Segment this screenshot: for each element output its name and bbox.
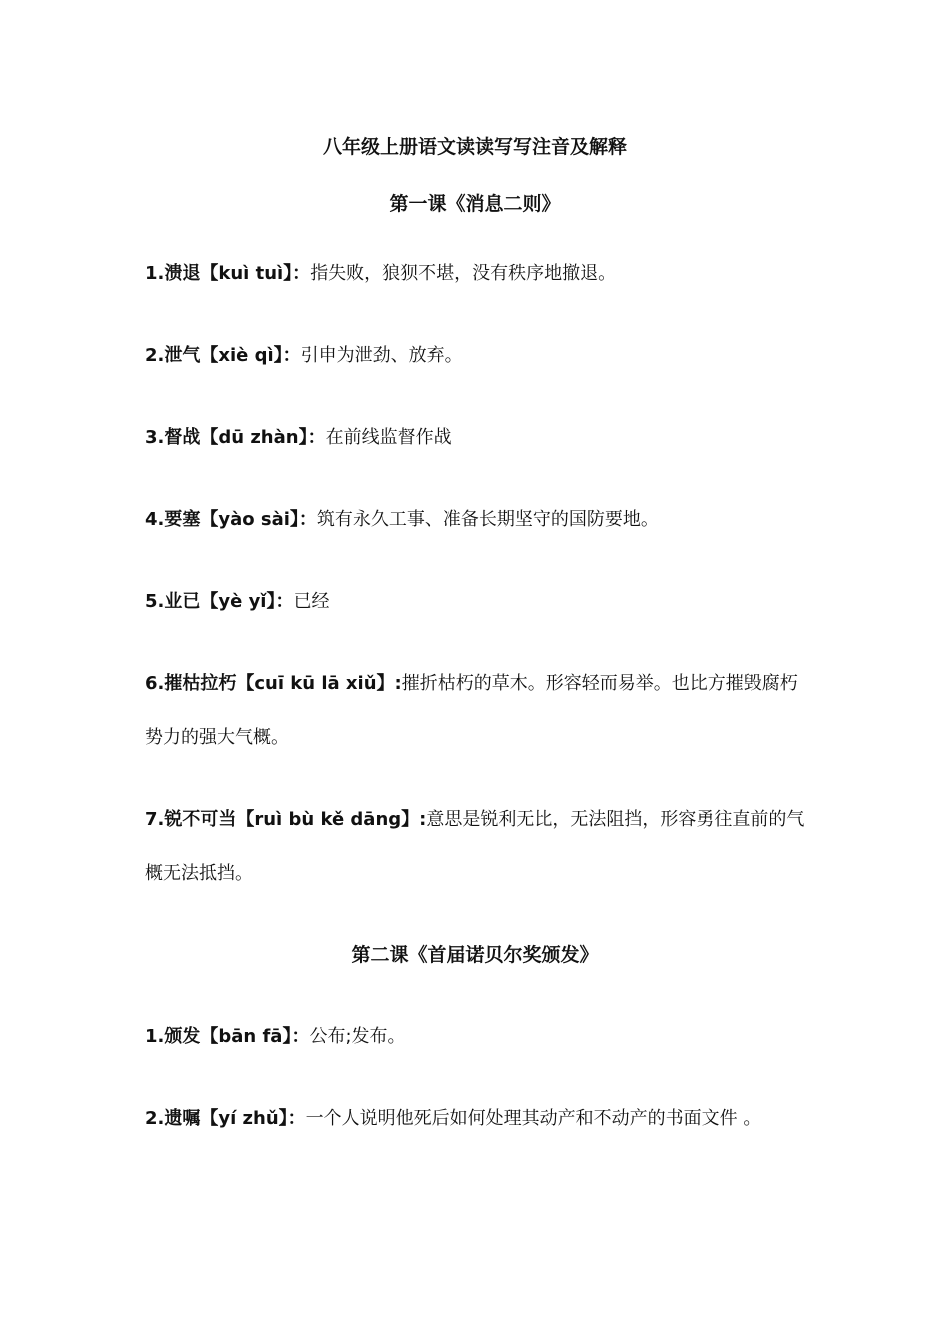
vocab-entry bbox=[145, 247, 815, 301]
vocab-definition: 筑有永久工事、准备长期坚守的国防要地。 bbox=[316, 509, 659, 530]
vocab-entry bbox=[145, 657, 815, 765]
vocab-definition: 指失败，狼狈不堪，没有秩序地撤退。 bbox=[310, 263, 617, 284]
vocab-term: 7.锐不可当【ruì bù kě dāng】: bbox=[145, 809, 427, 830]
vocab-term: 3.督战【dū zhàn】： bbox=[145, 427, 326, 448]
vocab-term: 2.遗嘱【yí zhǔ】： bbox=[145, 1108, 306, 1129]
vocab-definition: 在前线监督作战 bbox=[325, 427, 452, 448]
vocab-entry bbox=[145, 793, 815, 901]
vocab-entry bbox=[145, 493, 815, 547]
vocab-entry bbox=[145, 329, 815, 383]
vocab-term: 1.颁发【bān fā】： bbox=[145, 1026, 310, 1047]
vocab-entry bbox=[145, 575, 815, 629]
vocab-entry bbox=[145, 1092, 815, 1146]
vocab-term: 6.摧枯拉朽【cuī kū lā xiǔ】: bbox=[145, 673, 402, 694]
vocab-definition: 引申为泄劲、放弃。 bbox=[300, 345, 463, 366]
vocab-term: 5.业已【yè yǐ】： bbox=[145, 591, 294, 612]
vocab-term: 4.要塞【yào sài】： bbox=[145, 509, 317, 530]
vocab-definition: 公布;发布。 bbox=[309, 1026, 406, 1047]
vocab-term: 1.溃退【kuì tuì】： bbox=[145, 263, 311, 284]
vocab-definition: 已经 bbox=[293, 591, 330, 612]
vocab-definition: 意思是锐利无比，无法阻挡，形容勇往直前的气概无法抵挡。 bbox=[145, 809, 805, 884]
document-title: 八年级上册语文读读写写注音及解释 bbox=[322, 136, 627, 158]
vocab-entry bbox=[145, 411, 815, 465]
section-heading-lesson-2: 第二课《首届诺贝尔奖颁发》 bbox=[351, 944, 599, 966]
vocab-definition: 一个人说明他死后如何处理其动产和不动产的书面文件 。 bbox=[305, 1108, 762, 1129]
vocab-term: 2.泄气【xiè qì】： bbox=[145, 345, 301, 366]
vocab-definition: 摧折枯朽的草木。形容轻而易举。也比方摧毁腐朽势力的强大气概。 bbox=[145, 673, 798, 748]
vocab-entry bbox=[145, 1010, 815, 1064]
section-heading-lesson-1: 第一课《消息二则》 bbox=[389, 193, 561, 215]
